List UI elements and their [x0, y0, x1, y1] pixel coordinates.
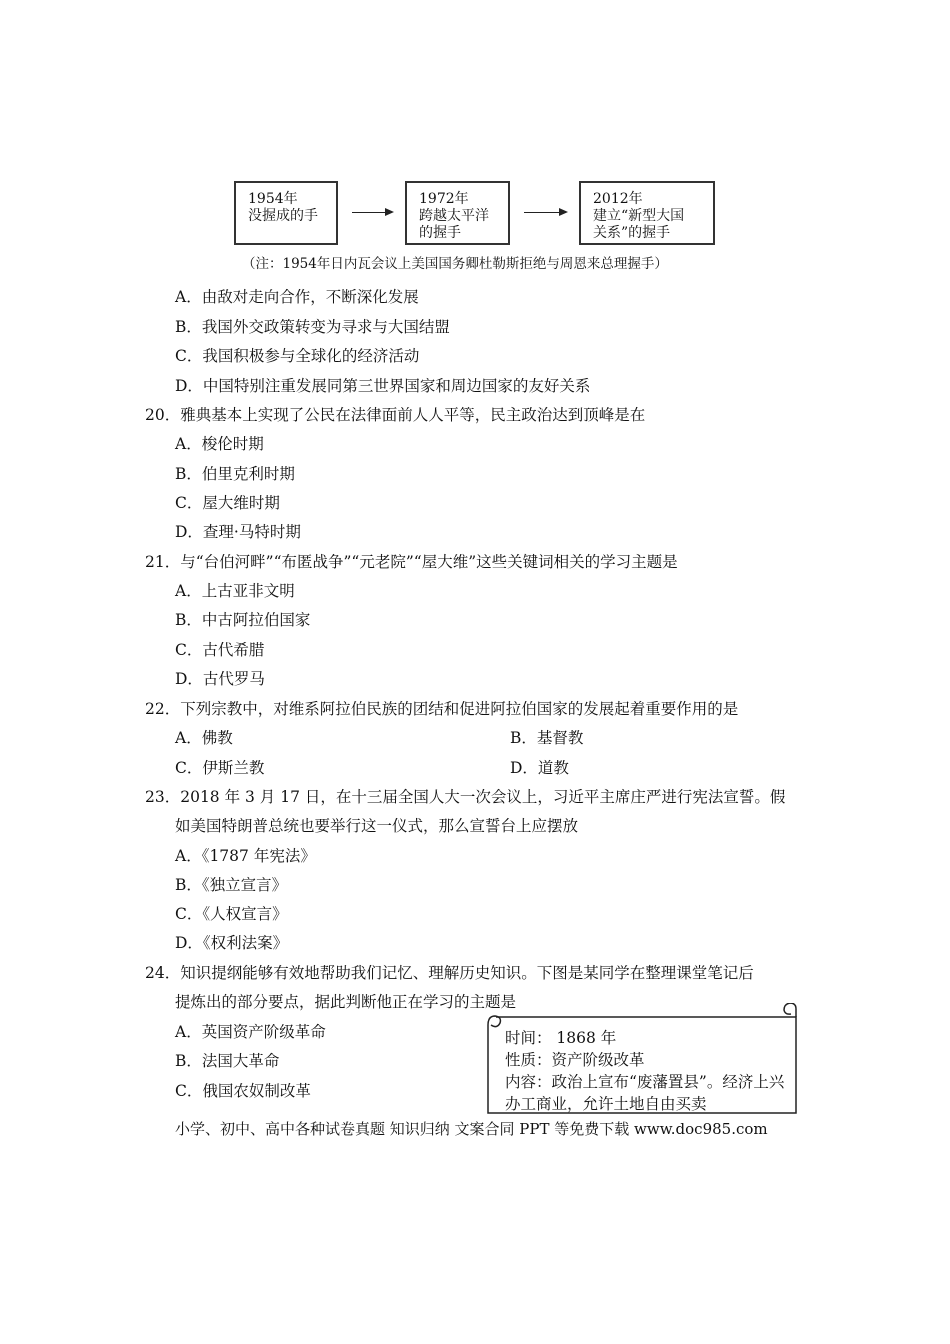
q19-option-b: B．我国外交政策转变为寻求与大国结盟	[175, 318, 450, 336]
q24-option-c: C．俄国农奴制改革	[175, 1082, 311, 1100]
q23-option-b: B．《独立宣言》	[175, 876, 288, 894]
q22-option-d: D．道教	[510, 759, 569, 777]
q24-option-b: B．法国大革命	[175, 1052, 280, 1070]
flow-box-1972	[405, 181, 510, 245]
q21-stem: 21．与“台伯河畔”“布匿战争”“元老院”“屋大维”这些关键词相关的学习主题是	[145, 553, 678, 571]
q19-option-a: A．由敌对走向合作，不断深化发展	[175, 288, 419, 306]
flow-box-text2: 关系”的握手	[593, 225, 671, 241]
flow-note: （注：1954年日内瓦会议上美国国务卿杜勒斯拒绝与周恩来总理握手）	[242, 256, 668, 272]
flow-box-2012	[579, 181, 715, 245]
q20-option-b: B．伯里克利时期	[175, 465, 295, 483]
q23-option-d: D．《权利法案》	[175, 934, 289, 952]
flow-box-year: 1972年	[419, 191, 469, 207]
q23-option-a: A．《1787 年宪法》	[175, 847, 316, 865]
q24-stem-line2: 提炼出的部分要点，据此判断他正在学习的主题是	[175, 993, 517, 1011]
flow-box-text: 建立“新型大国	[593, 208, 685, 224]
q23-option-c: C．《人权宣言》	[175, 905, 288, 923]
flow-box-1954	[234, 181, 338, 245]
flow-arrow	[524, 212, 566, 213]
q21-option-c: C．古代希腊	[175, 641, 265, 659]
flow-box-text2: 的握手	[419, 225, 461, 241]
q22-option-b: B．基督教	[510, 729, 584, 747]
flow-box-year: 2012年	[593, 191, 643, 207]
q20-option-d: D．查理·马特时期	[175, 523, 301, 541]
q24-stem-line1: 24．知识提纲能够有效地帮助我们记忆、理解历史知识。下图是某同学在整理课堂笔记后	[145, 964, 754, 982]
q21-option-a: A．上古亚非文明	[175, 582, 295, 600]
scroll-time: 时间： 1868 年	[505, 1029, 617, 1047]
flow-box-year: 1954年	[248, 191, 298, 207]
q20-option-a: A．梭伦时期	[175, 435, 264, 453]
q22-option-c: C．伊斯兰教	[175, 759, 265, 777]
q24-option-a: A．英国资产阶级革命	[175, 1023, 326, 1041]
q23-stem-line2: 如美国特朗普总统也要举行这一仪式，那么宣誓台上应摆放	[175, 817, 579, 835]
q22-stem: 22．下列宗教中，对维系阿拉伯民族的团结和促进阿拉伯国家的发展起着重要作用的是	[145, 700, 739, 718]
q23-stem-line1: 23．2018 年 3 月 17 日，在十三届全国人大一次会议上，习近平主席庄严进行宪法宣誓。假	[145, 788, 786, 806]
flow-box-text: 没握成的手	[248, 208, 318, 224]
scroll-nature: 性质：资产阶级改革	[505, 1051, 645, 1069]
q21-option-d: D．古代罗马	[175, 670, 265, 688]
q20-stem: 20．雅典基本上实现了公民在法律面前人人平等，民主政治达到顶峰是在	[145, 406, 646, 424]
q19-option-c: C．我国积极参与全球化的经济活动	[175, 347, 420, 365]
q21-option-b: B．中古阿拉伯国家	[175, 611, 311, 629]
page-footer: 小学、初中、高中各种试卷真题 知识归纳 文案合同 PPT 等免费下载 www.doc985.com	[175, 1120, 768, 1138]
scroll-content: 内容：政治上宣布“废藩置县”。经济上兴办工商业，允许土地自由买卖	[505, 1073, 785, 1113]
q19-option-d: D．中国特别注重发展同第三世界国家和周边国家的友好关系	[175, 377, 591, 395]
q20-option-c: C．屋大维时期	[175, 494, 280, 512]
flow-box-text: 跨越太平洋	[419, 208, 489, 224]
q22-option-a: A．佛教	[175, 729, 233, 747]
flow-arrow	[352, 212, 392, 213]
